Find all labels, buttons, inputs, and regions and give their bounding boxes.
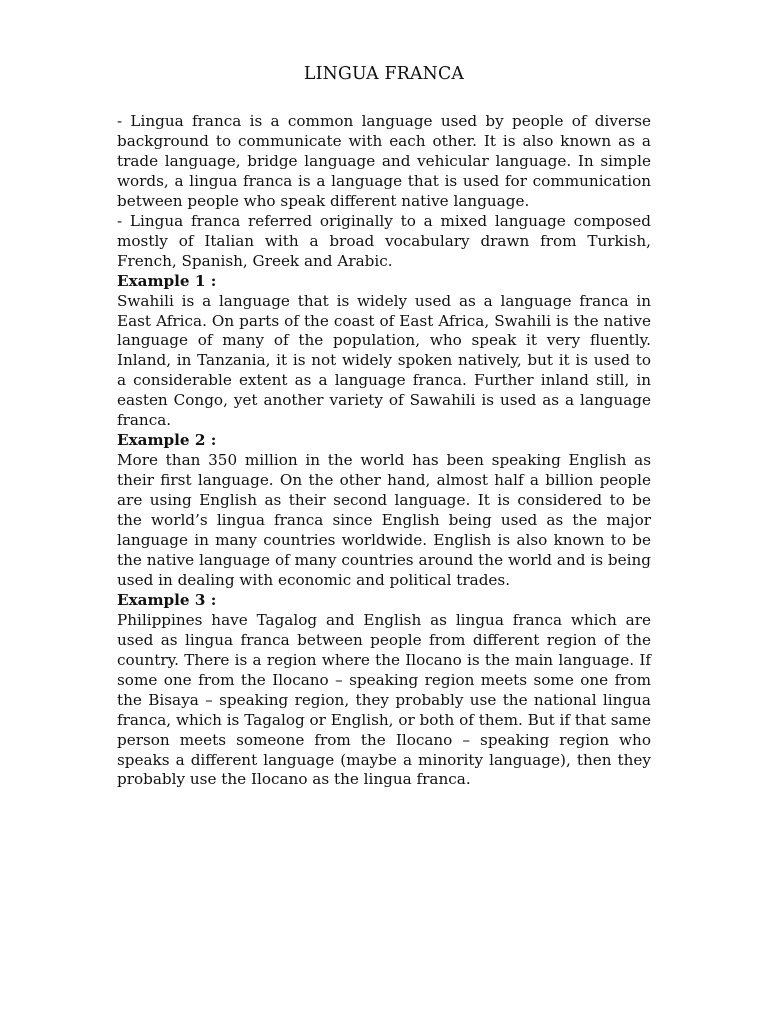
- intro-paragraph-2: - Lingua franca referred originally to a mixed language composed mostly of Italian with a broad vocabulary drawn from Turkish, French, Spanish, Greek and Arabic.: [117, 211, 651, 270]
- intro-paragraph-1: - Lingua franca is a common language used by people of diverse background to communicate with each other. It is also known as a trade language, bridge language and vehicular language. In simple words, a lingua franca is a language that is used for communication between people who speak different native language.: [117, 112, 651, 210]
- example-1-heading: Example 1 :: [117, 271, 217, 290]
- example-3-heading: Example 3 :: [117, 590, 217, 609]
- example-2-heading: Example 2 :: [117, 431, 217, 450]
- document-title: LINGUA FRANCA: [303, 64, 465, 84]
- example-3-text: Philippines have Tagalog and English as lingua franca which are used as lingua franca between people from different region of the country. There is a region where the Ilocano is the main language. If some one from the Ilocano – speaking region meets some one from the Bisaya – speaking region, they probably use the national lingua franca, which is Tagalog or English, or both of them. But if that same person meets someone from the Ilocano – speaking region who speaks a different language (maybe a minority language), then they probably use the Ilocano as the lingua franca.: [117, 610, 651, 789]
- document-body: [117, 112, 651, 790]
- example-1-text: Swahili is a language that is widely used as a language franca in East Africa. On parts of the coast of East Africa, Swahili is the native language of many of the population, who speak it very fluently. Inland, in Tanzania, it is not widely spoken natively, but it is used to a considerable extent as a language franca. Further inland still, in easten Congo, yet another variety of Sawahili is used as a language franca.: [117, 291, 651, 430]
- example-2-text: More than 350 million in the world has been speaking English as their first language. On the other hand, almost half a billion people are using English as their second language. It is considered to be the world’s lingua franca since English being used as the major language in many countries worldwide. English is also known to be the native language of many countries around the world and is being used in dealing with economic and political trades.: [117, 451, 651, 589]
